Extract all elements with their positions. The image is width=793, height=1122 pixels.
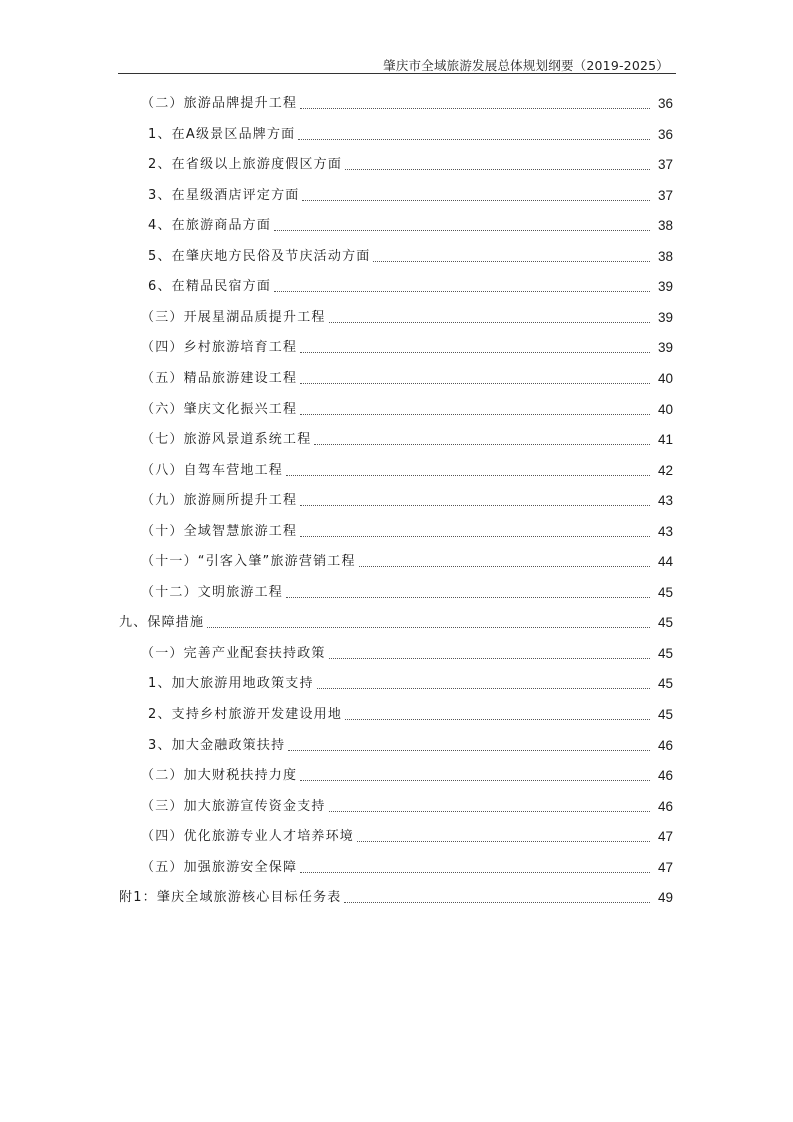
toc-entry-page-number: 49 <box>657 890 673 906</box>
toc-entry[interactable] <box>141 827 673 847</box>
toc-entry-label: （十）全域智慧旅游工程 <box>141 523 298 539</box>
toc-entry-page-number: 43 <box>657 493 673 509</box>
toc-entry-page-number: 38 <box>657 218 673 234</box>
toc-dot-leader <box>344 901 650 903</box>
toc-dot-leader <box>286 596 650 598</box>
toc-dot-leader <box>302 199 650 201</box>
toc-entry[interactable] <box>141 644 673 664</box>
toc-entry-page-number: 47 <box>657 859 673 875</box>
toc-dot-leader <box>300 413 650 415</box>
toc-dot-leader <box>300 871 650 873</box>
toc-entry-label: （八）自驾车营地工程 <box>141 462 284 478</box>
toc-dot-leader <box>300 535 650 537</box>
toc-entry-label: （九）旅游厕所提升工程 <box>141 493 298 509</box>
toc-entry-page-number: 37 <box>657 187 673 203</box>
toc-dot-leader <box>300 351 650 353</box>
toc-dot-leader <box>300 504 650 506</box>
toc-entry[interactable] <box>148 705 673 725</box>
toc-dot-leader <box>298 138 650 140</box>
toc-entry[interactable] <box>141 308 673 328</box>
toc-entry-page-number: 39 <box>657 309 673 325</box>
toc-entry-page-number: 40 <box>657 370 673 386</box>
toc-entry-page-number: 44 <box>657 554 673 570</box>
toc-entry-page-number: 45 <box>657 676 673 692</box>
toc-entry[interactable] <box>141 369 673 389</box>
toc-entry[interactable] <box>141 400 673 420</box>
toc-entry-label: （二）加大财税扶持力度 <box>141 768 298 784</box>
toc-dot-leader <box>317 687 650 689</box>
toc-entry-label: 6、在精品民宿方面 <box>148 279 272 295</box>
toc-dot-leader <box>300 382 650 384</box>
running-header-title: 肇庆市全域旅游发展总体规划纲要（2019-2025） <box>383 58 669 73</box>
toc-entry[interactable] <box>119 613 673 633</box>
toc-entry-page-number: 39 <box>657 340 673 356</box>
toc-dot-leader <box>300 779 650 781</box>
toc-entry-label: （五）加强旅游安全保障 <box>141 859 298 875</box>
toc-entry-label: 1、在A级景区品牌方面 <box>148 126 296 142</box>
toc-dot-leader <box>207 626 650 628</box>
toc-entry[interactable] <box>148 216 673 236</box>
toc-entry[interactable] <box>141 461 673 481</box>
toc-entry[interactable] <box>141 797 673 817</box>
toc-entry-label: 3、加大金融政策扶持 <box>148 737 286 753</box>
toc-dot-leader <box>300 107 650 109</box>
toc-entry-page-number: 36 <box>657 96 673 111</box>
toc-entry-label: 5、在肇庆地方民俗及节庆活动方面 <box>148 248 371 264</box>
toc-dot-leader <box>345 718 650 720</box>
toc-entry-label: 1、加大旅游用地政策支持 <box>148 676 314 692</box>
toc-entry[interactable] <box>141 338 673 358</box>
toc-entry-label: 附1：肇庆全域旅游核心目标任务表 <box>119 890 342 906</box>
toc-dot-leader <box>373 260 650 262</box>
toc-dot-leader <box>288 749 650 751</box>
toc-entry[interactable] <box>148 247 673 267</box>
toc-entry[interactable] <box>148 125 673 145</box>
toc-entry-page-number: 45 <box>657 615 673 631</box>
toc-entry[interactable] <box>141 858 673 878</box>
toc-entry-page-number: 38 <box>657 248 673 264</box>
toc-entry-page-number: 47 <box>657 829 673 845</box>
toc-dot-leader <box>329 657 650 659</box>
toc-entry-label: （四）优化旅游专业人才培养环境 <box>141 829 355 845</box>
toc-entry[interactable] <box>141 583 673 603</box>
toc-dot-leader <box>345 168 650 170</box>
toc-entry[interactable] <box>141 766 673 786</box>
toc-entry-label: （三）开展星湖品质提升工程 <box>141 309 326 325</box>
toc-entry-label: 2、支持乡村旅游开发建设用地 <box>148 707 343 722</box>
toc-entry-label: （六）肇庆文化振兴工程 <box>141 401 298 417</box>
toc-entry-page-number: 46 <box>657 768 673 784</box>
toc-entry[interactable] <box>148 277 673 297</box>
toc-entry-label: 3、在星级酒店评定方面 <box>148 187 300 203</box>
toc-entry-page-number: 43 <box>657 523 673 539</box>
toc-entry-label: （五）精品旅游建设工程 <box>141 370 298 386</box>
toc-dot-leader <box>274 229 650 231</box>
toc-entry[interactable] <box>148 155 673 175</box>
toc-entry-page-number: 45 <box>657 584 673 600</box>
toc-entry-label: （二）旅游品牌提升工程 <box>141 96 298 111</box>
toc-entry-label: （三）加大旅游宣传资金支持 <box>141 798 326 814</box>
toc-entry-page-number: 46 <box>657 737 673 753</box>
toc-entry-label: （十一）“引客入肇”旅游营销工程 <box>141 554 356 570</box>
toc-entry-label: （四）乡村旅游培育工程 <box>141 340 298 356</box>
toc-dot-leader <box>359 565 650 567</box>
toc-entry-page-number: 36 <box>657 126 673 142</box>
toc-entry-label: 4、在旅游商品方面 <box>148 218 272 234</box>
toc-entry[interactable] <box>148 736 673 756</box>
toc-entry[interactable] <box>141 552 673 572</box>
toc-entry-page-number: 40 <box>657 401 673 417</box>
toc-entry[interactable] <box>148 186 673 206</box>
toc-entry-page-number: 45 <box>657 707 673 722</box>
toc-dot-leader <box>329 321 650 323</box>
toc-entry-page-number: 41 <box>657 432 673 448</box>
toc-entry-page-number: 37 <box>657 157 673 173</box>
toc-entry-label: （一）完善产业配套扶持政策 <box>141 645 326 661</box>
toc-dot-leader <box>357 840 650 842</box>
toc-entry-page-number: 39 <box>657 279 673 295</box>
toc-entry-label: （十二）文明旅游工程 <box>141 584 284 600</box>
header-rule <box>118 73 676 74</box>
toc-entry[interactable] <box>148 674 673 694</box>
toc-entry[interactable] <box>141 430 673 450</box>
toc-dot-leader <box>286 474 650 476</box>
toc-entry[interactable] <box>141 491 673 511</box>
toc-entry-label: 九、保障措施 <box>119 615 205 631</box>
toc-entry-label: （七）旅游风景道系统工程 <box>141 432 312 448</box>
toc-entry-label: 2、在省级以上旅游度假区方面 <box>148 157 343 173</box>
toc-entry[interactable] <box>141 94 673 114</box>
toc-dot-leader <box>329 810 650 812</box>
toc-entry-page-number: 45 <box>657 645 673 661</box>
toc-entry-page-number: 42 <box>657 462 673 478</box>
toc-entry[interactable] <box>119 888 673 908</box>
toc-entry[interactable] <box>141 522 673 542</box>
toc-dot-leader <box>274 290 650 292</box>
toc-entry-page-number: 46 <box>657 798 673 814</box>
toc-dot-leader <box>314 443 650 445</box>
